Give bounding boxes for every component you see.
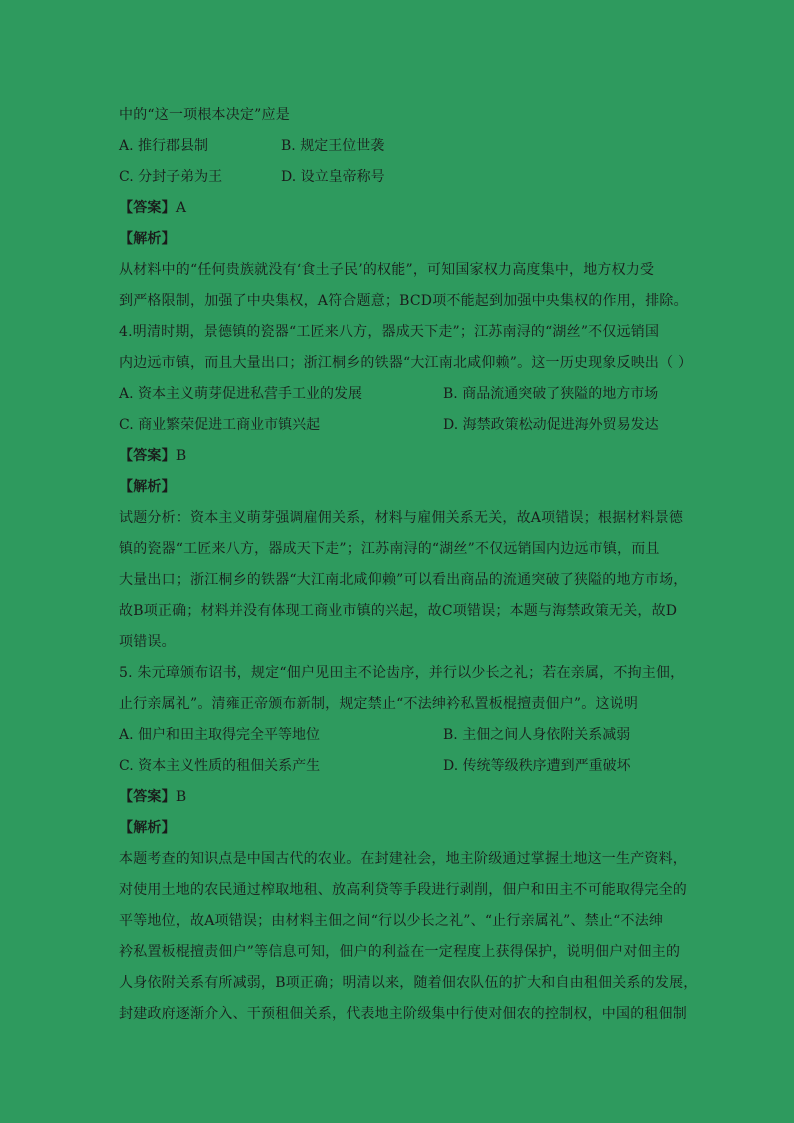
q5-option-a: A. 佃户和田主取得完全平等地位 <box>119 727 321 743</box>
q5-analysis-line: 对使用土地的农民通过榨取地租、放高利贷等手段进行剥削，佃户和田主不可能取得完全的 <box>119 882 687 898</box>
q4-option-d: D. 海禁政策松动促进海外贸易发达 <box>443 417 659 433</box>
q5-analysis-line: 本题考查的知识点是中国古代的农业。在封建社会，地主阶级通过掌握土地这一生产资料， <box>119 851 687 867</box>
q4-analysis-line: 故B项正确；材料并没有体现工商业市镇的兴起，故C项错误；本题与海禁政策无关，故D <box>119 603 678 619</box>
q5-option-d: D. 传统等级秩序遭到严重破坏 <box>443 758 631 774</box>
q4-answer <box>119 441 679 472</box>
q4-options-row-1 <box>119 379 679 410</box>
q4-options-row-2 <box>119 410 679 441</box>
q3-option-b: B. 规定王位世袭 <box>281 138 385 154</box>
q5-option-c: C. 资本主义性质的租佃关系产生 <box>119 758 321 774</box>
q3-analysis-line: 从材料中的“任何贵族就没有‘食土子民’的权能”，可知国家权力高度集中，地方权力受 <box>119 262 655 278</box>
q5-answer-value: B <box>175 789 187 805</box>
q5-answer <box>119 782 679 813</box>
q5-answer-label: 【答案】 <box>119 789 176 805</box>
q3-analysis-label: 【解析】 <box>119 231 176 247</box>
q4-analysis-line: 镇的瓷器“工匠来八方，器成天下走”；江苏南浔的“湖丝”不仅远销国内边远市镇，而且 <box>119 541 660 557</box>
q4-analysis-line: 大量出口；浙江桐乡的铁器“大江南北咸仰赖”可以看出商品的流通突破了狭隘的地方市场， <box>119 572 688 588</box>
q3-answer-label: 【答案】 <box>119 200 176 216</box>
q4-analysis-label: 【解析】 <box>119 479 176 495</box>
q3-analysis-line: 到严格限制，加强了中央集权，A符合题意；BCD项不能起到加强中央集权的作用，排除。 <box>119 293 688 309</box>
document-page <box>119 100 698 1030</box>
q4-stem-line: 内边远市镇，而且大量出口；浙江桐乡的铁器“大江南北咸仰赖”。这一历史现象反映出（ ） <box>119 355 693 371</box>
q3-option-c: C. 分封子弟为王 <box>119 169 223 185</box>
q4-analysis-line: 试题分析：资本主义萌芽强调雇佣关系，材料与雇佣关系无关，故A项错误；根据材料景德 <box>119 510 684 526</box>
q3-stem-tail: 中的“这一项根本决定”应是 <box>119 107 290 123</box>
q3-option-d: D. 设立皇帝称号 <box>281 169 385 185</box>
q4-option-b: B. 商品流通突破了狭隘的地方市场 <box>443 386 659 402</box>
q3-answer <box>119 193 679 224</box>
q5-stem-line: 止行亲属礼”。清雍正帝颁布新制，规定禁止“不法绅衿私置板棍擅责佃户”。这说明 <box>119 696 639 712</box>
q5-analysis-line: 封建政府逐渐介入、干预租佃关系，代表地主阶级集中行使对佃农的控制权，中国的租佃制 <box>119 1006 687 1022</box>
q4-answer-label: 【答案】 <box>119 448 176 464</box>
q3-options-row-2 <box>119 162 679 193</box>
q5-analysis-label: 【解析】 <box>119 820 176 836</box>
q5-stem-line: 5. 朱元璋颁布诏书，规定“佃户见田主不论齿序，并行以少长之礼；若在亲属，不拘主佃， <box>119 665 685 681</box>
q3-answer-value: A <box>175 200 187 216</box>
q4-answer-value: B <box>175 448 187 464</box>
q4-analysis-line: 项错误。 <box>119 634 176 650</box>
q3-options-row-1 <box>119 131 679 162</box>
q5-option-b: B. 主佃之间人身依附关系减弱 <box>443 727 631 743</box>
q3-option-a: A. 推行郡县制 <box>119 138 209 154</box>
q5-analysis-line: 人身依附关系有所减弱，B项正确；明清以来，随着佃农队伍的扩大和自由租佃关系的发展， <box>119 975 698 991</box>
q4-stem-line: 4.明清时期，景德镇的瓷器“工匠来八方，器成天下走”；江苏南浔的“湖丝”不仅远销国 <box>119 324 660 340</box>
q5-options-row-2 <box>119 751 679 782</box>
q5-options-row-1 <box>119 720 679 751</box>
q5-analysis-line: 平等地位，故A项错误；由材料主佃之间“行以少长之礼”、“止行亲属礼”、禁止“不法绅 <box>119 913 664 929</box>
q4-option-c: C. 商业繁荣促进工商业市镇兴起 <box>119 417 321 433</box>
q5-analysis-line: 衿私置板棍擅责佃户”等信息可知，佃户的利益在一定程度上获得保护，说明佃户对佃主的 <box>119 944 681 960</box>
q4-option-a: A. 资本主义萌芽促进私营手工业的发展 <box>119 386 363 402</box>
